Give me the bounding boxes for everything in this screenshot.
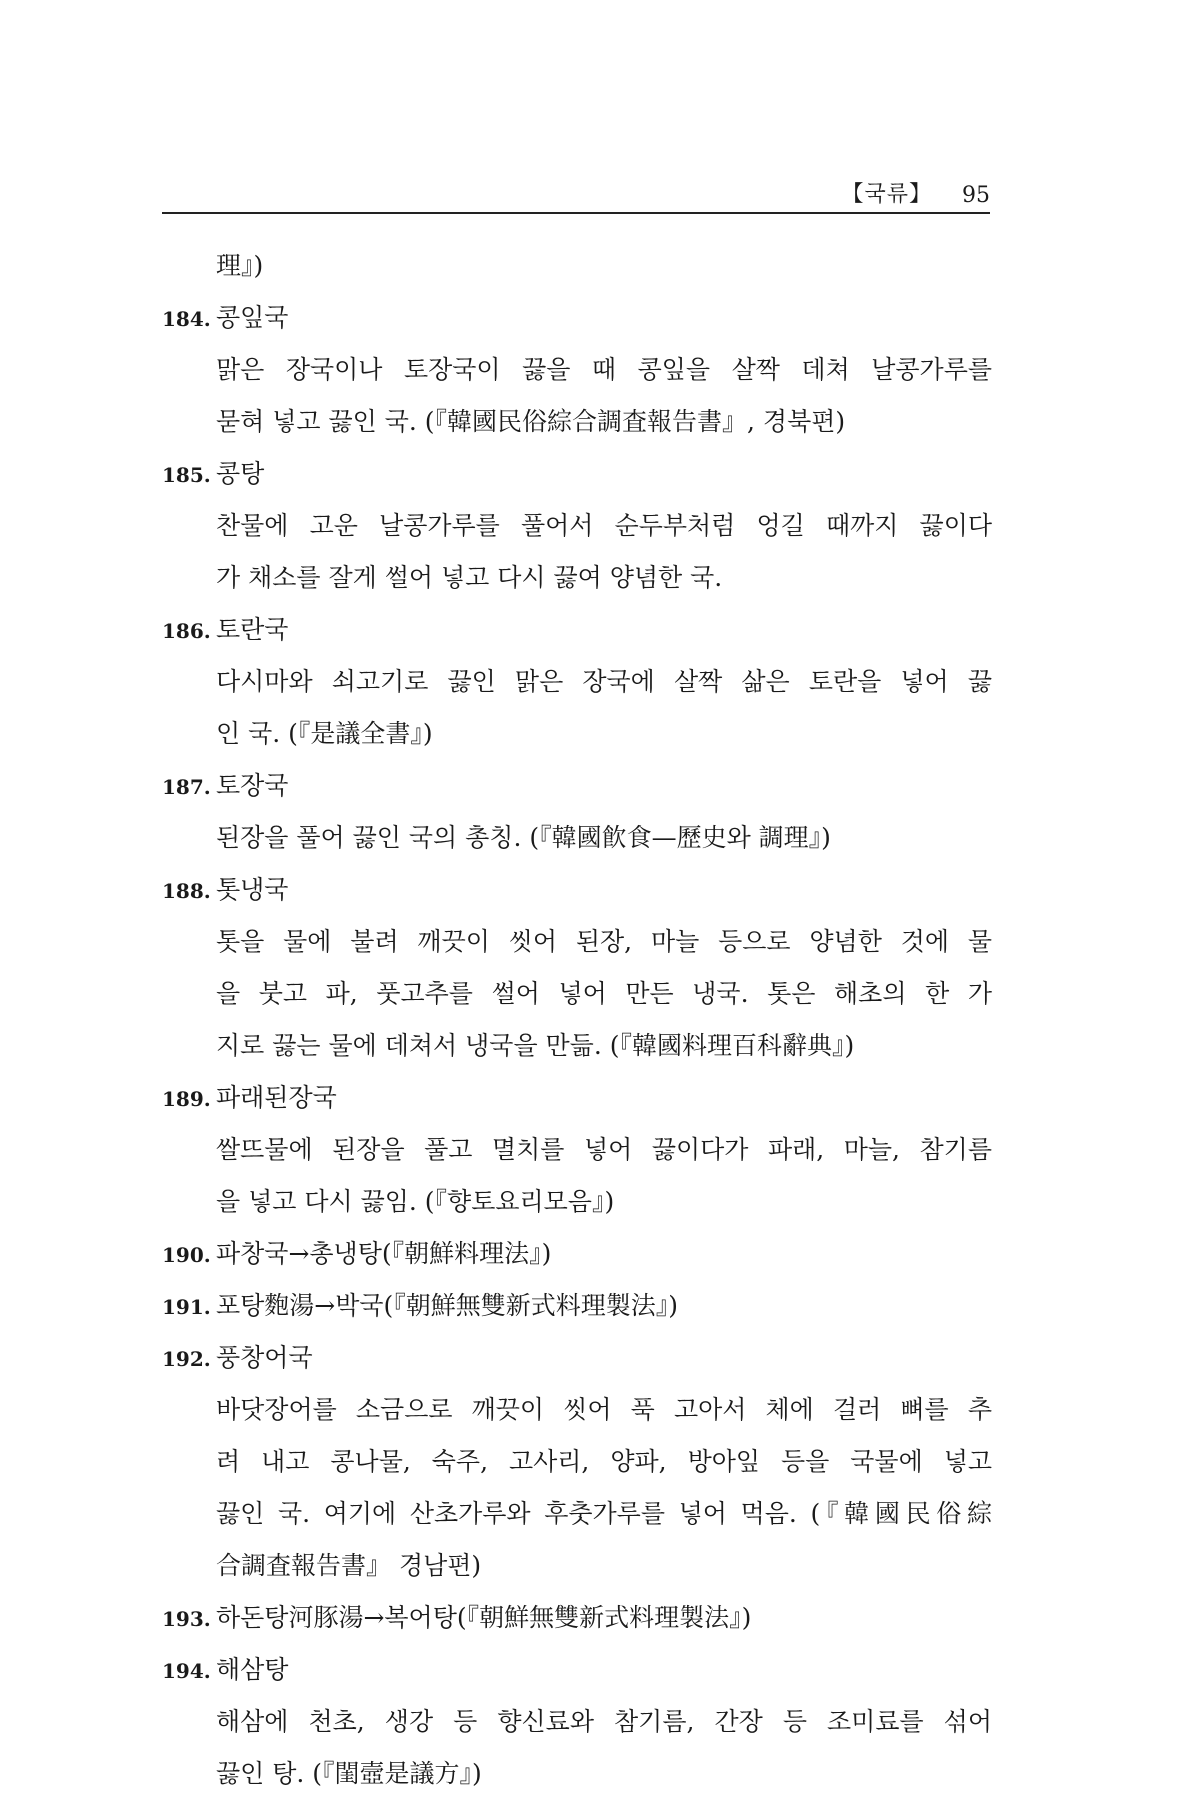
dictionary-entry (162, 448, 992, 604)
entry-title: 파래된장국 (216, 1083, 337, 1112)
entry-body-line: 려 내고 콩나물, 숙주, 고사리, 양파, 방아잎 등을 국물에 넣고 (216, 1447, 992, 1476)
entry-title: 하돈탕河豚湯→복어탕(『朝鮮無雙新式料理製法』) (216, 1603, 752, 1632)
entry-number: 194. (162, 1659, 211, 1683)
entry-title: 콩잎국 (216, 303, 289, 332)
entry-heading (162, 760, 992, 812)
page-number: 95 (962, 183, 990, 208)
entry-title: 토장국 (216, 771, 289, 800)
dictionary-entry (162, 604, 992, 760)
entry-number: 187. (162, 775, 211, 799)
entry-number: 189. (162, 1087, 211, 1111)
entry-heading (162, 1228, 992, 1280)
entry-number: 190. (162, 1243, 211, 1267)
entry-number: 192. (162, 1347, 211, 1371)
continuation-line: 理』) (216, 251, 264, 280)
entries-container (162, 292, 992, 1800)
entry-title: 파창국→총냉탕(『朝鮮料理法』) (216, 1239, 552, 1268)
entry-number: 184. (162, 307, 211, 331)
entry-number: 193. (162, 1607, 211, 1631)
entry-body-line: 묻혀 넣고 끓인 국. (『韓國民俗綜合調査報告書』, 경북편) (216, 407, 846, 436)
entry-number: 185. (162, 463, 211, 487)
entry-body-line: 을 넣고 다시 끓임. (『향토요리모음』) (216, 1187, 615, 1216)
entry-title: 풍창어국 (216, 1343, 313, 1372)
entry-heading (162, 1280, 992, 1332)
entry-heading (162, 292, 992, 344)
dictionary-entry (162, 1592, 992, 1644)
page-header (162, 170, 990, 214)
entry-title: 콩탕 (216, 459, 265, 488)
dictionary-entry (162, 292, 992, 448)
entry-body-line: 인 국. (『是議全書』) (216, 719, 433, 748)
dictionary-entry (162, 1332, 992, 1592)
dictionary-entry (162, 1280, 992, 1332)
dictionary-entry (162, 1072, 992, 1228)
entry-heading (162, 448, 992, 500)
entry-number: 191. (162, 1295, 211, 1319)
entry-body-line: 끓인 탕. (『閨壼是議方』) (216, 1759, 482, 1788)
entry-list (162, 240, 992, 1800)
section-label: 【국류】 (841, 182, 932, 207)
entry-number: 186. (162, 619, 211, 643)
entry-title: 해삼탕 (216, 1655, 289, 1684)
entry-body-line: 된장을 풀어 끓인 국의 총칭. (『韓國飮食—歷史와 調理』) (216, 823, 831, 852)
entry-title: 토란국 (216, 615, 289, 644)
entry-body-line: 바닷장어를 소금으로 깨끗이 씻어 푹 고아서 체에 걸러 뼈를 추 (216, 1395, 992, 1424)
entry-body-line: 맑은 장국이나 토장국이 끓을 때 콩잎을 살짝 데쳐 날콩가루를 (216, 355, 992, 384)
entry-heading (162, 1072, 992, 1124)
entry-heading (162, 1592, 992, 1644)
entry-number: 188. (162, 879, 211, 903)
dictionary-entry (162, 864, 992, 1072)
entry-body-line: 가 채소를 잘게 썰어 넣고 다시 끓여 양념한 국. (216, 563, 723, 592)
entry-body-line: 끓인 국. 여기에 산초가루와 후춧가루를 넣어 먹음. (『韓國民俗綜 (216, 1499, 992, 1528)
entry-title: 톳냉국 (216, 875, 289, 904)
dictionary-entry (162, 760, 992, 864)
entry-body-line: 톳을 물에 불려 깨끗이 씻어 된장, 마늘 등으로 양념한 것에 물 (216, 927, 992, 956)
entry-heading (162, 1332, 992, 1384)
entry-heading (162, 604, 992, 656)
entry-body-line: 合調査報告書』 경남편) (216, 1551, 482, 1580)
entry-body-line: 해삼에 천초, 생강 등 향신료와 참기름, 간장 등 조미료를 섞어 (216, 1707, 992, 1736)
entry-body-line: 을 붓고 파, 풋고추를 썰어 넣어 만든 냉국. 톳은 해초의 한 가 (216, 979, 992, 1008)
entry-body-line: 찬물에 고운 날콩가루를 풀어서 순두부처럼 엉길 때까지 끓이다 (216, 511, 992, 540)
entry-heading (162, 864, 992, 916)
dictionary-entry (162, 1644, 992, 1800)
entry-title: 포탕麭湯→박국(『朝鮮無雙新式料理製法』) (216, 1291, 679, 1320)
dictionary-entry (162, 1228, 992, 1280)
entry-body-line: 지로 끓는 물에 데쳐서 냉국을 만듦. (『韓國料理百科辭典』) (216, 1031, 855, 1060)
entry-heading (162, 1644, 992, 1696)
entry-body-line: 다시마와 쇠고기로 끓인 맑은 장국에 살짝 삶은 토란을 넣어 끓 (216, 667, 992, 696)
entry-body-line: 쌀뜨물에 된장을 풀고 멸치를 넣어 끓이다가 파래, 마늘, 참기름 (216, 1135, 992, 1164)
